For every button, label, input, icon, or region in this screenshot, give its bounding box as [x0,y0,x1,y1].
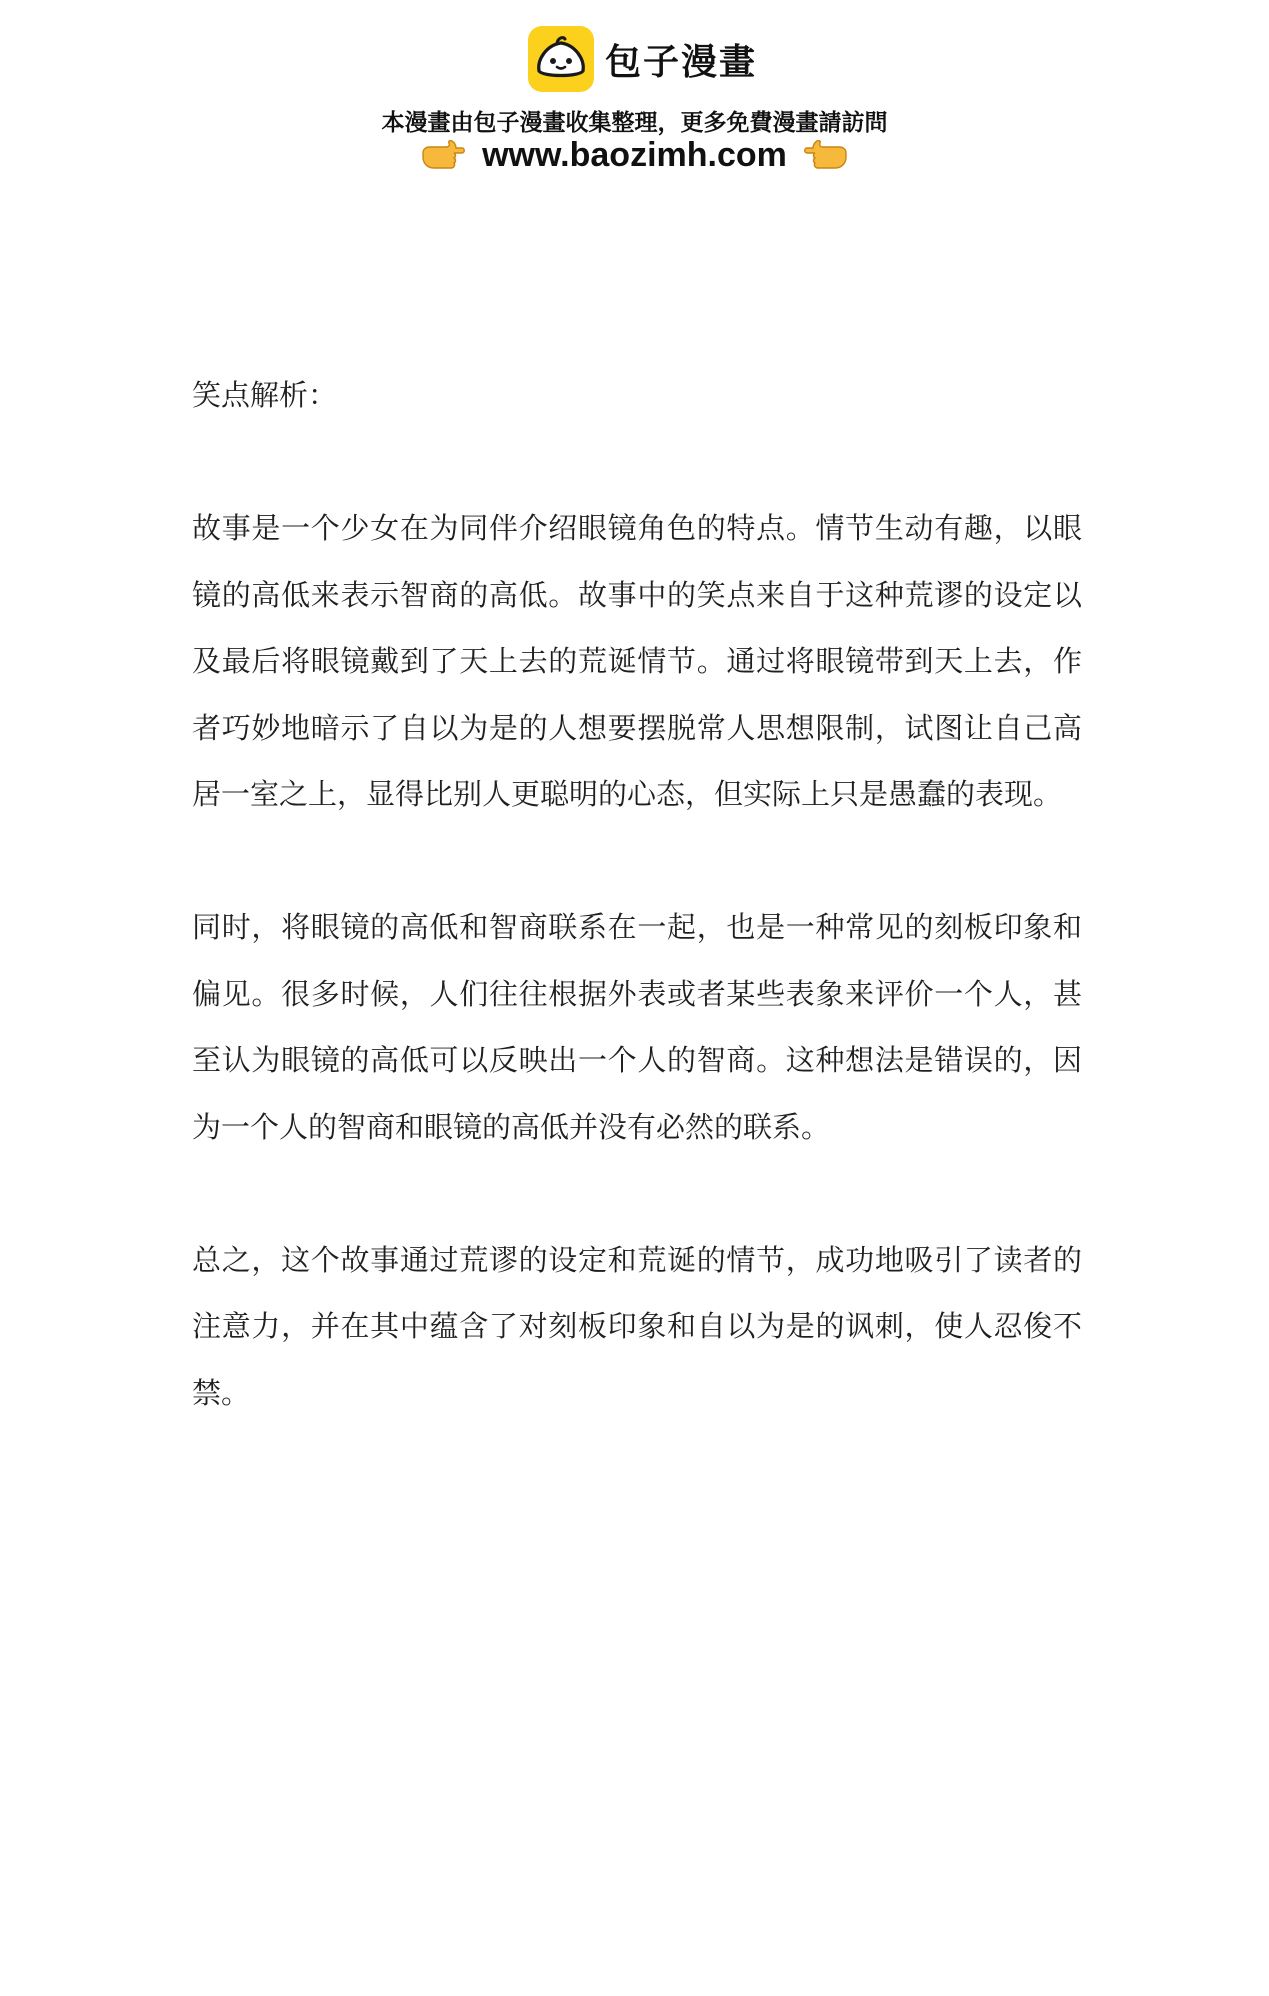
paragraph-3 [192,1227,1082,1427]
brand-row [527,24,757,94]
pointing-right-hand-icon [420,139,466,173]
bun-logo-icon [527,25,595,93]
paragraph-line: 注意力，并在其中蕴含了对刻板印象和自以为是的讽刺，使人忍俊不 [192,1309,1082,1343]
watermark-header [0,20,1269,180]
paragraph-line: 偏见。很多时候，人们往往根据外表或者某些表象来评价一个人，甚 [192,976,1082,1011]
paragraph-line: 者巧妙地暗示了自以为是的人想要摆脱常人思想限制，试图让自己高 [192,710,1082,745]
paragraph-line: 及最后将眼镜戴到了天上去的荒诞情节。通过将眼镜带到天上去，作 [192,644,1082,678]
paragraph-spacer [192,828,1082,895]
paragraph-spacer [192,429,1082,496]
paragraph-line: 总之，这个故事通过荒谬的设定和荒诞的情节，成功地吸引了读者的 [192,1242,1082,1277]
paragraph-line: 同时，将眼镜的高低和智商联系在一起，也是一种常见的刻板印象和 [192,910,1082,944]
paragraph-line: 镜的高低来表示智商的高低。故事中的笑点来自于这种荒谬的设定以 [192,577,1082,612]
paragraph-line: 为一个人的智商和眼镜的高低并没有必然的联系。 [192,1109,831,1144]
paragraph-line: 禁。 [192,1375,251,1410]
brand-name: 包子漫畫 [605,41,758,83]
paragraph-spacer [192,1160,1082,1227]
promo-text: 本漫畫由包子漫畫收集整理，更多免費漫畫請訪問 [381,110,888,136]
paragraph-line: 故事是一个少女在为同伴介绍眼镜角色的特点。情节生动有趣，以眼 [192,511,1082,545]
url-row [0,136,1269,175]
paragraph-line: 居一室之上，显得比别人更聪明的心态，但实际上只是愚蠢的表现。 [192,777,1063,811]
section-heading: 笑点解析： [192,378,338,412]
pointing-left-hand-icon [803,139,849,173]
paragraph-line: 至认为眼镜的高低可以反映出一个人的智商。这种想法是错误的，因 [192,1043,1082,1077]
site-url: www.baozimh.com [482,136,787,174]
paragraph-2 [192,894,1082,1160]
article [192,362,1082,1426]
paragraph-1 [192,495,1082,828]
